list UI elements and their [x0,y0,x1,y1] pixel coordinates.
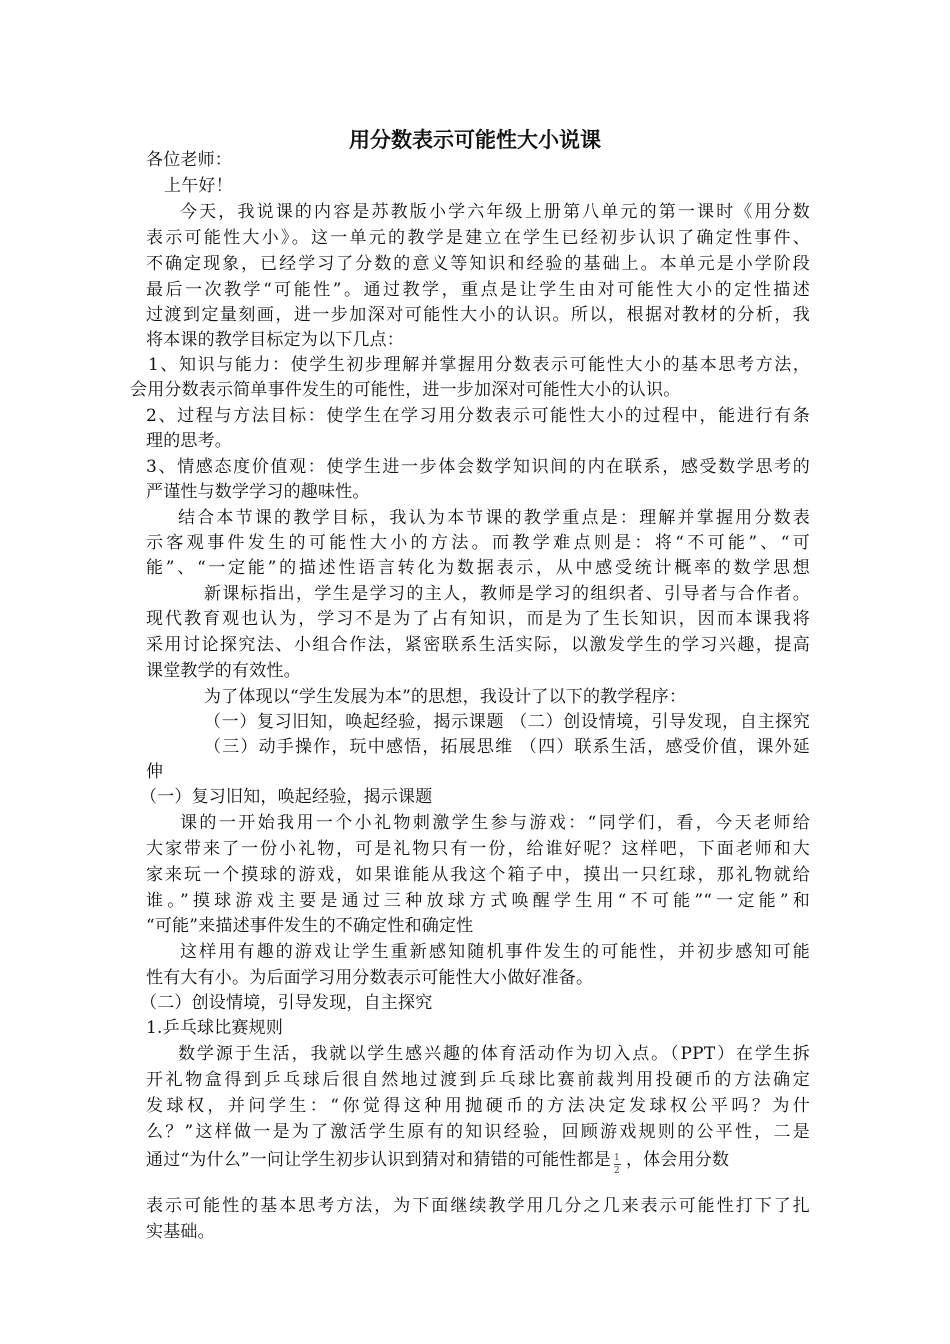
text-line: 会用分数表示简单事件发生的可能性，进一步加深对可能性大小的认识。 [130,380,681,400]
text-line: 课堂教学的有效性。 [146,661,301,681]
text-line: 家来玩一个摸球的游戏，如果谁能从我这个箱子中，摸出一只红球，那礼物就给 [146,865,810,885]
text-line: 为了体现以“学生发展为本”的思想，我设计了以下的教学程序： [204,687,687,707]
text-line: 严谨性与数学学习的趣味性。 [146,482,370,502]
text-line: 采用讨论探究法、小组合作法，紧密联系生活实际，以激发学生的学习兴趣，提高 [146,635,810,655]
text-segment: ，体会用分数 [625,1150,730,1170]
text-line: 不确定现象，已经学习了分数的意义等知识和经验的基础上。本单元是小学阶段 [146,254,810,274]
text-line: 开礼物盒得到乒乓球后很自然地过渡到乒乓球比赛前裁判用投硬币的方法确定 [146,1070,810,1090]
text-line: 这样用有趣的游戏让学生重新感知随机事件发生的可能性，并初步感知可能 [180,942,810,962]
text-line: 上午好！ [164,176,233,196]
text-line: 实基础。 [146,1222,215,1242]
section-heading: （一）复习旧知，唤起经验，揭示课题 [140,787,433,807]
text-line: 今天，我说课的内容是苏教版小学六年级上册第八单元的第一课时《用分数 [180,202,810,222]
text-line: 各位老师： [146,150,232,170]
text-line: 理的思考。 [146,431,232,451]
text-line: 大家带来了一份小礼物，可是礼物只有一份，给谁好呢？这样吧，下面老师和大 [146,839,810,859]
text-line: 3、情感态度价值观：使学生进一步体会数学知识间的内在联系，感受数学思考的 [146,457,810,477]
text-line: 将本课的教学目标定为以下几点： [146,330,404,350]
fraction-numerator: 1 [613,1153,620,1163]
document-title: 用分数表示可能性大小说课 [349,128,601,152]
text-line: 伸 [146,762,164,782]
text-line: 性有大有小。为后面学习用分数表示可能性大小做好准备。 [146,968,594,988]
fraction-bar [614,1164,621,1165]
text-line: 能”、“一定能”的描述性语言转化为数据表示，从中感受统计概率的数学思想 [146,558,810,578]
text-line: 发球权，并问学生：“你觉得这种用抛硬币的方法决定发球权公平吗？为什 [146,1096,810,1116]
text-line: （一）复习旧知，唤起经验，揭示课题 （二）创设情境，引导发现，自主探究 [204,712,810,732]
section-heading: （二）创设情境，引导发现，自主探究 [140,993,433,1013]
text-line: 谁。”摸球游戏主要是通过三种放球方式唤醒学生用“不可能”“一定能”和 [146,891,810,911]
text-line: （三）动手操作，玩中感悟，拓展思维 （四）联系生活，感受价值，课外延 [204,737,810,757]
text-line: 课的一开始我用一个小礼物刺激学生参与游戏：“同学们，看，今天老师给 [180,813,810,833]
fraction-one-half [613,1148,623,1176]
text-line: 最后一次教学“可能性”。通过教学，重点是让学生由对可能性大小的定性描述 [146,280,810,300]
text-line-with-fraction [146,1148,810,1176]
fraction-denominator: 2 [613,1166,620,1176]
text-line: 2、过程与方法目标：使学生在学习用分数表示可能性大小的过程中，能进行有条 [146,406,810,426]
text-segment: 通过“为什么”一问让学生初步认识到猜对和猜错的可能性都是 [146,1150,611,1170]
text-line: 新课标指出，学生是学习的主人，教师是学习的组织者、引导者与合作者。 [204,584,810,604]
text-line: 表示可能性的基本思考方法，为下面继续教学用几分之几来表示可能性打下了扎 [146,1196,810,1216]
text-line: 现代教育观也认为，学习不是为了占有知识，而是为了生长知识，因而本课我将 [146,609,810,629]
text-line: 示客观事件发生的可能性大小的方法。而教学难点则是：将“不可能”、“可 [146,533,810,553]
text-line: 么？”这样做一是为了激活学生原有的知识经验，回顾游戏规则的公平性，二是 [146,1122,810,1142]
subsection-heading: 1.乒乓球比赛规则 [146,1018,284,1038]
text-line: 表示可能性大小》。这一单元的教学是建立在学生已经初步认识了确定性事件、 [146,228,810,248]
text-line: 结合本节课的教学目标，我认为本节课的教学重点是：理解并掌握用分数表 [178,508,810,528]
text-line: 过渡到定量刻画，进一步加深对可能性大小的认识。所以，根据对教材的分析，我 [146,305,810,325]
text-line: “可能”来描述事件发生的不确定性和确定性 [146,916,474,936]
text-line: 1、知识与能力：使学生初步理解并掌握用分数表示可能性大小的基本思考方法， [148,355,810,375]
text-line: 数学源于生活，我就以学生感兴趣的体育活动作为切入点。（PPT）在学生拆 [178,1044,810,1064]
